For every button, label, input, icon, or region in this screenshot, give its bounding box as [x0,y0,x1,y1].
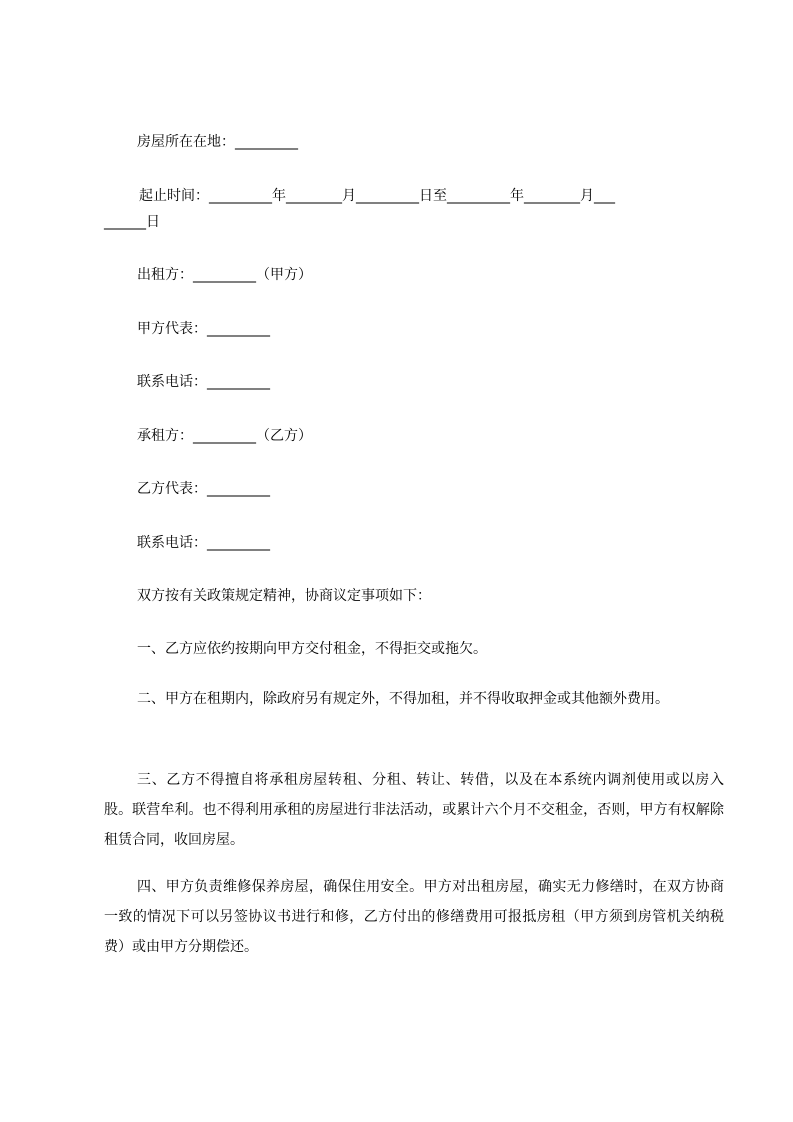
rental-period-line-1: 起止时间：_________年________月_________日至_________年________月___ [139,188,615,204]
party-b-representative-field: 乙方代表：_________ [137,481,270,497]
clause-3: 三、乙方不得擅自将承租房屋转租、分租、转让、转借，以及在本系统内调剂使用或以房入股。联营牟利。也不得利用承租的房屋进行非法活动，或累计六个月不交租金，否则，甲方有权解除租赁合同，收回房屋。 [104,772,724,848]
clause-4: 四、甲方负责维修保养房屋，确保住用安全。甲方对出租房屋，确实无力修缮时，在双方协商一致的情况下可以另签协议书进行和修，乙方付出的修缮费用可报抵房租（甲方须到房管机关纳税费）或由甲方分期偿还。 [104,879,724,955]
party-a-representative-field: 甲方代表：_________ [137,321,270,337]
party-b-phone-field: 联系电话：_________ [137,535,270,551]
lessor-field: 出租方：_________（甲方） [137,267,312,283]
lessee-field: 承租方：_________（乙方） [137,428,312,444]
rental-period-line-2: ______日 [104,214,160,230]
intro-paragraph: 双方按有关政策规定精神，协商议定事项如下： [137,588,431,604]
clause-1: 一、乙方应依约按期向甲方交付租金，不得拒交或拖欠。 [137,641,487,657]
location-field: 房屋所在在地：_________ [137,134,298,150]
clause-2: 二、甲方在租期内，除政府另有规定外，不得加租，并不得收取押金或其他额外费用。 [137,691,669,707]
party-a-phone-field: 联系电话：_________ [137,374,270,390]
